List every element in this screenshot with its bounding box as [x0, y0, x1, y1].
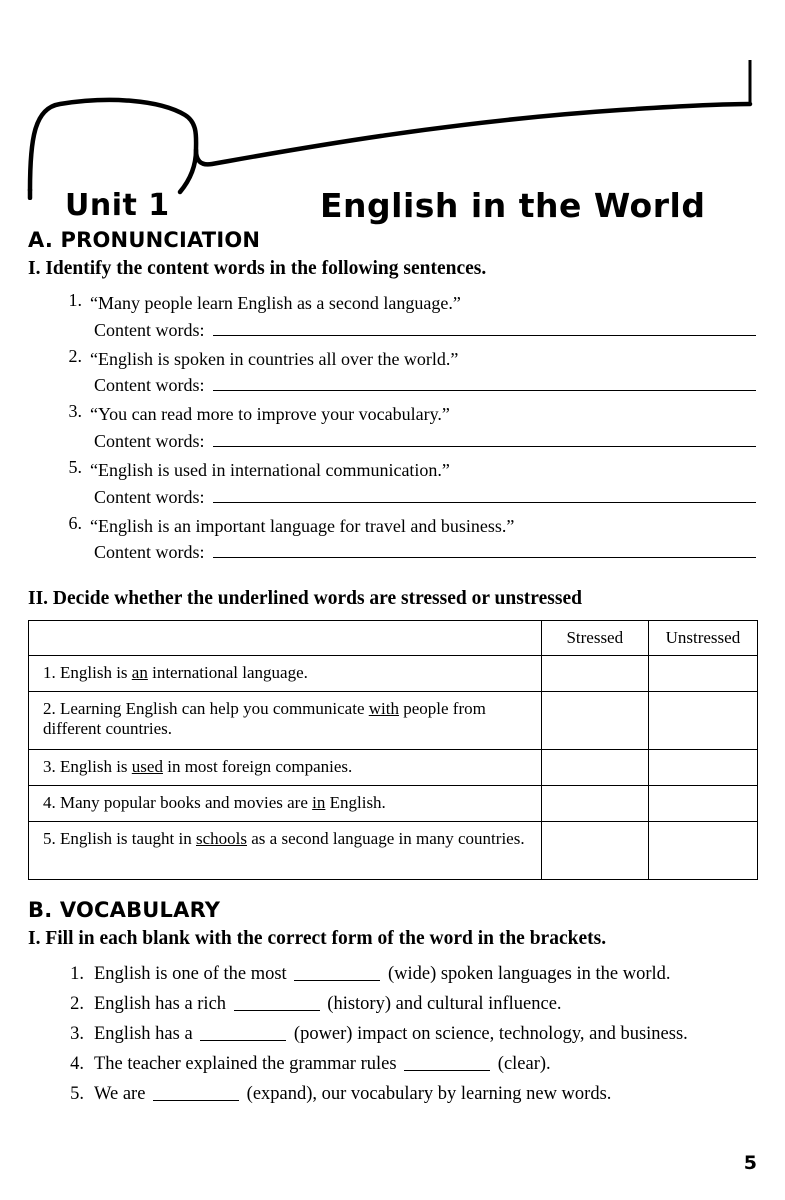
table-row: [29, 692, 758, 750]
sentence-cell: [29, 692, 542, 750]
column-header-unstressed: Unstressed: [648, 621, 757, 656]
sentence-post: (history) and cultural influence.: [322, 994, 562, 1015]
question-number: 6.: [68, 512, 82, 533]
section-b-part1-heading: I. Fill in each blank with the correct form of the word in the brackets.: [28, 928, 607, 950]
list-item: [28, 290, 758, 344]
unstressed-checkbox-cell[interactable]: [648, 786, 757, 822]
unstressed-checkbox-cell[interactable]: [648, 656, 757, 692]
sentence-pre: Learning English can help you communicate: [60, 699, 369, 719]
sentence-post: (power) impact on science, technology, and business.: [289, 1024, 688, 1045]
question-text: [94, 1054, 551, 1074]
unit-label: Unit 1: [65, 188, 170, 223]
list-item: [28, 513, 758, 567]
sentence-pre: English has a: [94, 1024, 198, 1045]
pronunciation-question-list: [28, 290, 758, 566]
underlined-word: with: [368, 699, 399, 719]
stress-table: [28, 620, 758, 880]
sentence-pre: English is taught in: [60, 829, 196, 849]
row-number: 4.: [43, 793, 56, 813]
table-row: [29, 656, 758, 692]
question-text: [94, 1084, 611, 1104]
fill-blank[interactable]: [153, 1086, 239, 1101]
sentence-pre: English is: [60, 663, 132, 683]
sentence-pre: The teacher explained the grammar rules: [94, 1054, 402, 1075]
underlined-word: used: [131, 757, 163, 777]
answer-blank-line[interactable]: [213, 431, 757, 447]
stressed-checkbox-cell[interactable]: [541, 656, 648, 692]
question-number: 2.: [68, 345, 82, 366]
question-number: 3.: [68, 401, 82, 422]
question-text: [94, 1024, 688, 1044]
unstressed-checkbox-cell[interactable]: [648, 750, 757, 786]
question-text: “English is spoken in countries all over the world.”: [90, 348, 459, 369]
answer-row: [94, 484, 758, 511]
underlined-word: an: [131, 663, 148, 683]
answer-row: [94, 428, 758, 455]
fill-blank[interactable]: [294, 966, 380, 981]
question-number: 1.: [70, 964, 84, 985]
stressed-checkbox-cell[interactable]: [541, 750, 648, 786]
question-number: 4.: [70, 1054, 84, 1075]
question-number: 1.: [68, 290, 82, 310]
question-text: “You can read more to improve your vocabulary.”: [90, 404, 450, 425]
page-number: 5: [743, 1152, 757, 1174]
underlined-word: in: [312, 793, 326, 813]
question-number: 3.: [70, 1024, 84, 1045]
sentence-post: English.: [325, 793, 386, 813]
question-text: [94, 964, 671, 984]
list-item: [28, 1020, 758, 1050]
stressed-checkbox-cell[interactable]: [541, 786, 648, 822]
sentence-pre: English is one of the most: [94, 964, 292, 985]
vocabulary-question-list: [28, 960, 758, 1110]
sentence-post: in most foreign companies.: [162, 757, 353, 777]
question-text: [94, 994, 562, 1014]
list-item: [28, 960, 758, 990]
list-item: [28, 1080, 758, 1110]
unstressed-checkbox-cell[interactable]: [648, 692, 757, 750]
sentence-post: international language.: [147, 663, 308, 683]
answer-label: Content words:: [94, 486, 205, 507]
list-item: [28, 1050, 758, 1080]
section-b-heading: B. VOCABULARY: [28, 898, 221, 923]
table-row: [29, 786, 758, 822]
unstressed-checkbox-cell[interactable]: [648, 822, 757, 880]
question-number: 5.: [68, 456, 82, 477]
column-header-stressed: Stressed: [541, 621, 648, 656]
column-header-sentence: [29, 621, 542, 656]
answer-row: [94, 372, 758, 399]
sentence-post: (wide) spoken languages in the world.: [383, 964, 671, 985]
fill-blank[interactable]: [200, 1026, 286, 1041]
sentence-pre: English has a rich: [94, 994, 231, 1015]
list-item: [28, 457, 758, 511]
answer-label: Content words:: [94, 430, 205, 451]
unit-title: English in the World: [320, 186, 706, 225]
question-text: “Many people learn English as a second language.”: [90, 293, 461, 313]
answer-blank-line[interactable]: [213, 487, 757, 503]
list-item: [28, 346, 758, 400]
sentence-post: (expand), our vocabulary by learning new words.: [242, 1084, 612, 1104]
stressed-checkbox-cell[interactable]: [541, 822, 648, 880]
answer-row: [94, 317, 758, 344]
stressed-checkbox-cell[interactable]: [541, 692, 648, 750]
section-a-heading: A. PRONUNCIATION: [28, 228, 261, 252]
answer-blank-line[interactable]: [213, 542, 757, 558]
unit-header-banner: [20, 60, 765, 225]
sentence-cell: [29, 656, 542, 692]
row-number: 1.: [43, 663, 56, 683]
sentence-post: as a second language in many countries.: [247, 829, 525, 849]
question-number: 2.: [70, 994, 84, 1015]
sentence-pre: We are: [94, 1084, 151, 1104]
list-item: [28, 401, 758, 455]
row-number: 5.: [43, 829, 56, 849]
sentence-cell: [29, 786, 542, 822]
row-number: 3.: [43, 757, 56, 777]
section-a-part2-heading: II. Decide whether the underlined words are stressed or unstressed: [28, 588, 582, 610]
sentence-pre: Many popular books and movies are: [60, 793, 313, 813]
sentence-pre: English is: [60, 757, 132, 777]
question-text: “English is an important language for travel and business.”: [90, 515, 515, 536]
row-number: 2.: [43, 699, 56, 719]
table-row: [29, 822, 758, 880]
fill-blank[interactable]: [234, 996, 320, 1011]
question-text: “English is used in international communication.”: [90, 459, 450, 480]
fill-blank[interactable]: [404, 1056, 490, 1071]
question-number: 5.: [70, 1084, 84, 1104]
answer-blank-line[interactable]: [213, 375, 757, 391]
sentence-post: people from different countries.: [43, 699, 486, 739]
worksheet-content: [28, 228, 758, 1110]
answer-label: Content words:: [94, 319, 205, 340]
sentence-cell: [29, 750, 542, 786]
table-row: [29, 750, 758, 786]
underlined-word: schools: [196, 829, 247, 849]
sentence-cell: [29, 822, 542, 880]
answer-label: Content words:: [94, 542, 205, 563]
sentence-post: (clear).: [493, 1054, 551, 1075]
answer-row: [94, 539, 758, 566]
table-header-row: [29, 621, 758, 656]
answer-label: Content words:: [94, 375, 205, 396]
section-a-part1-heading: I. Identify the content words in the following sentences.: [28, 258, 487, 279]
answer-blank-line[interactable]: [213, 320, 757, 336]
list-item: [28, 990, 758, 1020]
